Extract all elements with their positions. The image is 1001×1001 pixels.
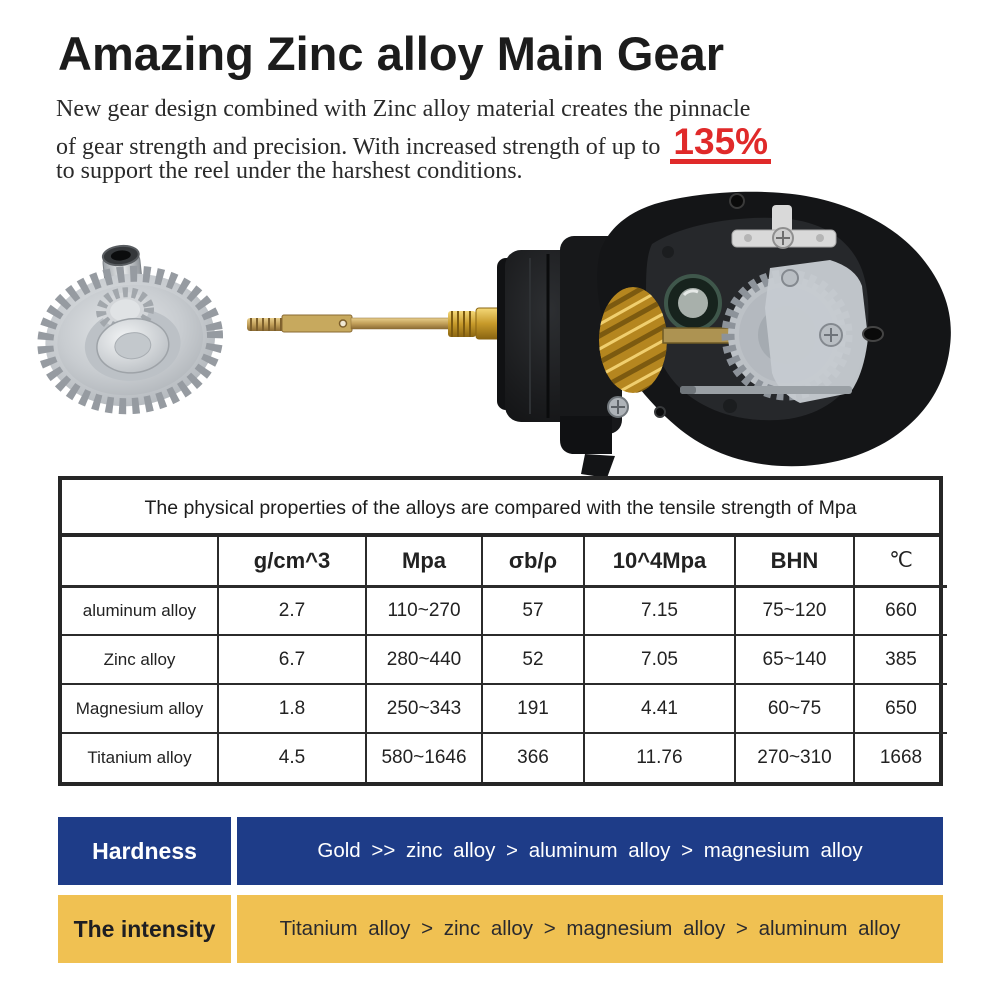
row-label: Titanium alloy <box>62 733 218 782</box>
table-header-row <box>62 537 947 586</box>
table-cell: 1.8 <box>218 684 366 733</box>
table-cell: 7.15 <box>584 586 735 635</box>
table-cell: 191 <box>482 684 584 733</box>
drive-shaft-photo <box>247 308 508 339</box>
description-line-2-text: of gear strength and precision. With increased strength of up to <box>56 134 661 160</box>
product-description <box>56 94 866 187</box>
row-label: Zinc alloy <box>62 635 218 684</box>
column-header-modulus: 10^4Mpa <box>584 537 735 586</box>
table-cell: 660 <box>854 586 947 635</box>
table-cell: 65~140 <box>735 635 854 684</box>
main-gear-photo <box>36 237 222 414</box>
table-row-zinc <box>62 635 947 684</box>
table-cell: 4.5 <box>218 733 366 782</box>
table-caption: The physical properties of the alloys are compared with the tensile strength of Mpa <box>62 480 939 537</box>
table-cell: 2.7 <box>218 586 366 635</box>
column-header-mpa: Mpa <box>366 537 482 586</box>
table-cell: 650 <box>854 684 947 733</box>
table-cell: 6.7 <box>218 635 366 684</box>
table-row-magnesium <box>62 684 947 733</box>
column-header-celsius: ℃ <box>854 537 947 586</box>
column-header-bhn: BHN <box>735 537 854 586</box>
alloy-properties-panel <box>58 476 943 786</box>
strength-percentage-highlight: 135% <box>670 125 771 164</box>
table-cell: 11.76 <box>584 733 735 782</box>
table-cell: 60~75 <box>735 684 854 733</box>
table-cell: 4.41 <box>584 684 735 733</box>
table-cell: 385 <box>854 635 947 684</box>
description-line-3: to support the reel under the harshest conditions. <box>56 158 523 184</box>
table-cell: 270~310 <box>735 733 854 782</box>
hardness-label: Hardness <box>58 817 231 885</box>
intensity-ranking-bar <box>58 895 943 963</box>
description-line-1: New gear design combined with Zinc alloy material creates the pinnacle <box>56 96 751 122</box>
table-cell: 52 <box>482 635 584 684</box>
intensity-ranking-text: Titanium alloy > zinc alloy > magnesium alloy > aluminum alloy <box>237 895 943 963</box>
table-cell: 7.05 <box>584 635 735 684</box>
reel-housing-photo <box>497 192 951 478</box>
product-photo <box>0 188 1001 480</box>
column-header-blank <box>62 537 218 586</box>
table-cell: 280~440 <box>366 635 482 684</box>
table-cell: 1668 <box>854 733 947 782</box>
table-row-titanium <box>62 733 947 782</box>
page-title: Amazing Zinc alloy Main Gear <box>58 27 724 80</box>
alloy-properties-table <box>62 537 947 782</box>
hardness-ranking-bar <box>58 817 943 885</box>
hardness-ranking-text: Gold >> zinc alloy > aluminum alloy > magnesium alloy <box>237 817 943 885</box>
table-cell: 250~343 <box>366 684 482 733</box>
column-header-density: g/cm^3 <box>218 537 366 586</box>
description-line-2 <box>56 121 866 162</box>
table-cell: 110~270 <box>366 586 482 635</box>
table-cell: 57 <box>482 586 584 635</box>
row-label: Magnesium alloy <box>62 684 218 733</box>
intensity-label: The intensity <box>58 895 231 963</box>
column-header-sigma: σb/ρ <box>482 537 584 586</box>
table-cell: 366 <box>482 733 584 782</box>
table-cell: 75~120 <box>735 586 854 635</box>
row-label: aluminum alloy <box>62 586 218 635</box>
table-row-aluminum <box>62 586 947 635</box>
table-cell: 580~1646 <box>366 733 482 782</box>
